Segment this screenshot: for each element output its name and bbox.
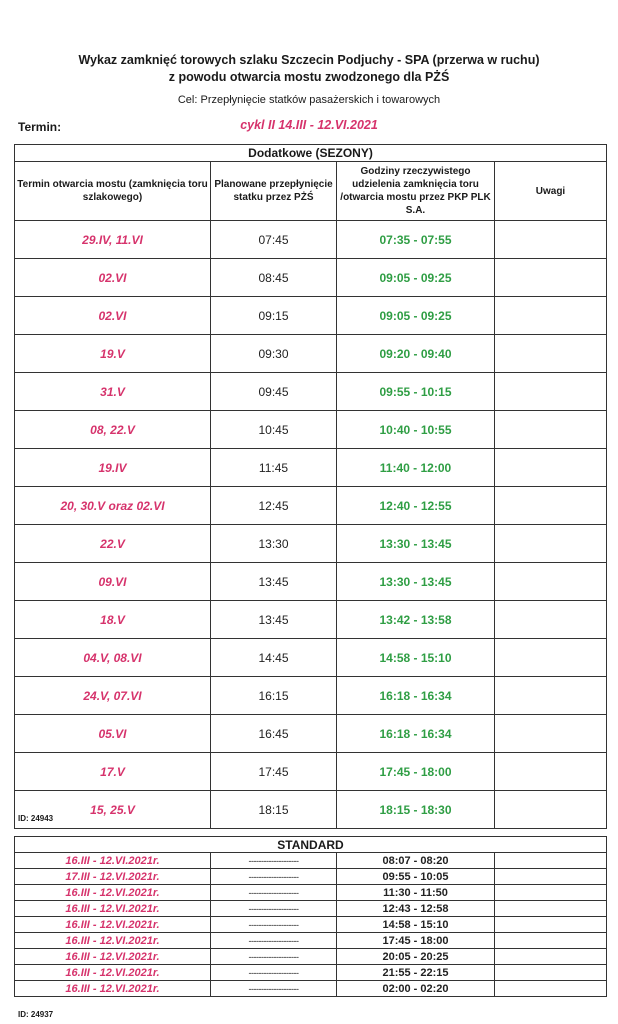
table-cell-actual: 18:15 - 18:30 <box>337 791 495 829</box>
table-row <box>15 949 607 965</box>
table-cell-actual: 20:05 - 20:25 <box>337 949 495 965</box>
table-cell-date: 20, 30.V oraz 02.VI <box>15 487 211 525</box>
table-row <box>15 373 607 411</box>
table-row <box>15 917 607 933</box>
table-cell-actual: 12:43 - 12:58 <box>337 901 495 917</box>
table-row <box>15 933 607 949</box>
table-row <box>15 487 607 525</box>
table-cell-notes <box>495 917 607 933</box>
table-cell-date: 02.VI <box>15 297 211 335</box>
table-cell-date: 22.V <box>15 525 211 563</box>
table-cell-planned: 09:15 <box>211 297 337 335</box>
table-cell-range: 16.III - 12.VI.2021r. <box>15 901 211 917</box>
table-row <box>15 753 607 791</box>
table-cell-range: 16.III - 12.VI.2021r. <box>15 949 211 965</box>
table-cell-actual: 09:20 - 09:40 <box>337 335 495 373</box>
table-cell-date: 18.V <box>15 601 211 639</box>
table-cell-actual: 13:42 - 13:58 <box>337 601 495 639</box>
table-cell-actual: 11:40 - 12:00 <box>337 449 495 487</box>
seasonal-table-body <box>15 221 607 829</box>
table-cell-planned: -------------------- <box>211 949 337 965</box>
table-cell-planned: 13:30 <box>211 525 337 563</box>
seasonal-table-caption: Dodatkowe (SEZONY) <box>15 145 607 162</box>
table-cell-notes <box>495 949 607 965</box>
table-cell-actual: 21:55 - 22:15 <box>337 965 495 981</box>
table-cell-notes <box>495 715 607 753</box>
seasonal-schedule-table <box>14 144 607 829</box>
table-cell-range: 16.III - 12.VI.2021r. <box>15 965 211 981</box>
table-cell-range: 17.III - 12.VI.2021r. <box>15 869 211 885</box>
table-cell-planned: 09:45 <box>211 373 337 411</box>
standard-table-id: ID: 24937 <box>18 1010 54 1019</box>
table-row <box>15 639 607 677</box>
table-cell-notes <box>495 677 607 715</box>
table-cell-planned: 08:45 <box>211 259 337 297</box>
table-cell-planned: 11:45 <box>211 449 337 487</box>
table-cell-actual: 09:05 - 09:25 <box>337 297 495 335</box>
table-row <box>15 411 607 449</box>
table-cell-notes <box>495 297 607 335</box>
column-header-opening-date: Termin otwarcia mostu (zamknięcia toru szlakowego) <box>15 162 211 221</box>
table-cell-actual: 17:45 - 18:00 <box>337 933 495 949</box>
table-cell-planned: 13:45 <box>211 563 337 601</box>
table-row <box>15 221 607 259</box>
table-row <box>15 525 607 563</box>
table-cell-notes <box>495 933 607 949</box>
table-cell-range: 16.III - 12.VI.2021r. <box>15 917 211 933</box>
table-cell-notes <box>495 487 607 525</box>
table-cell-date: 31.V <box>15 373 211 411</box>
table-cell-planned: 16:45 <box>211 715 337 753</box>
table-cell-planned: 12:45 <box>211 487 337 525</box>
table-row <box>15 901 607 917</box>
table-cell-actual: 11:30 - 11:50 <box>337 885 495 901</box>
table-row <box>15 869 607 885</box>
column-header-notes: Uwagi <box>495 162 607 221</box>
table-row <box>15 449 607 487</box>
table-cell-date: 24.V, 07.VI <box>15 677 211 715</box>
table-cell-notes <box>495 601 607 639</box>
table-cell-date: 19.V <box>15 335 211 373</box>
table-cell-planned: -------------------- <box>211 853 337 869</box>
table-cell-date: 17.V <box>15 753 211 791</box>
table-cell-actual: 17:45 - 18:00 <box>337 753 495 791</box>
table-cell-notes <box>495 965 607 981</box>
table-cell-notes <box>495 411 607 449</box>
table-cell-notes <box>495 525 607 563</box>
table-cell-planned: -------------------- <box>211 933 337 949</box>
table-cell-actual: 10:40 - 10:55 <box>337 411 495 449</box>
table-cell-planned: 09:30 <box>211 335 337 373</box>
term-value: cykl II 14.III - 12.VI.2021 <box>240 118 378 132</box>
table-cell-planned: 16:15 <box>211 677 337 715</box>
table-cell-actual: 08:07 - 08:20 <box>337 853 495 869</box>
seasonal-table-id: ID: 24943 <box>18 814 54 823</box>
table-cell-range: 16.III - 12.VI.2021r. <box>15 885 211 901</box>
table-row <box>15 297 607 335</box>
standard-table-caption: STANDARD <box>15 837 607 853</box>
table-cell-date: 09.VI <box>15 563 211 601</box>
table-cell-actual: 09:55 - 10:15 <box>337 373 495 411</box>
table-row <box>15 981 607 997</box>
table-cell-actual: 13:30 - 13:45 <box>337 525 495 563</box>
table-cell-date: 19.IV <box>15 449 211 487</box>
table-cell-range: 16.III - 12.VI.2021r. <box>15 853 211 869</box>
table-cell-planned: 07:45 <box>211 221 337 259</box>
table-cell-planned: -------------------- <box>211 965 337 981</box>
table-cell-actual: 07:35 - 07:55 <box>337 221 495 259</box>
table-row <box>15 885 607 901</box>
table-row <box>15 677 607 715</box>
table-row <box>15 335 607 373</box>
table-cell-notes <box>495 885 607 901</box>
table-row <box>15 853 607 869</box>
table-cell-notes <box>495 901 607 917</box>
standard-table-body <box>15 853 607 997</box>
table-cell-planned: -------------------- <box>211 917 337 933</box>
document-title-line1: Wykaz zamknięć torowych szlaku Szczecin Podjuchy - SPA (przerwa w ruchu) <box>78 53 540 67</box>
table-cell-date: 15, 25.V <box>15 791 211 829</box>
table-cell-notes <box>495 791 607 829</box>
table-cell-notes <box>495 753 607 791</box>
table-row <box>15 965 607 981</box>
table-cell-planned: -------------------- <box>211 869 337 885</box>
table-cell-planned: 17:45 <box>211 753 337 791</box>
table-cell-date: 05.VI <box>15 715 211 753</box>
table-row <box>15 259 607 297</box>
table-cell-notes <box>495 563 607 601</box>
table-cell-planned: -------------------- <box>211 885 337 901</box>
table-cell-notes <box>495 981 607 997</box>
table-cell-notes <box>495 259 607 297</box>
table-cell-date: 02.VI <box>15 259 211 297</box>
table-cell-notes <box>495 639 607 677</box>
table-cell-actual: 16:18 - 16:34 <box>337 677 495 715</box>
standard-schedule-table <box>14 836 607 997</box>
table-row <box>15 563 607 601</box>
table-row <box>15 601 607 639</box>
table-cell-actual: 14:58 - 15:10 <box>337 639 495 677</box>
table-row <box>15 791 607 829</box>
table-cell-actual: 13:30 - 13:45 <box>337 563 495 601</box>
table-cell-notes <box>495 373 607 411</box>
column-header-planned-passage: Planowane przepłynięcie statku przez PŻŚ <box>211 162 337 221</box>
table-cell-notes <box>495 853 607 869</box>
table-cell-planned: -------------------- <box>211 901 337 917</box>
table-cell-actual: 16:18 - 16:34 <box>337 715 495 753</box>
table-cell-planned: 18:15 <box>211 791 337 829</box>
table-cell-actual: 09:55 - 10:05 <box>337 869 495 885</box>
table-cell-actual: 14:58 - 15:10 <box>337 917 495 933</box>
document-subtitle: Cel: Przepłynięcie statków pasażerskich i towarowych <box>177 94 441 106</box>
table-cell-planned: -------------------- <box>211 981 337 997</box>
table-row <box>15 715 607 753</box>
table-cell-notes <box>495 449 607 487</box>
table-cell-notes <box>495 221 607 259</box>
table-cell-notes <box>495 335 607 373</box>
document-title-line2: z powodu otwarcia mostu zwodzonego dla PŻŚ <box>168 70 450 84</box>
table-cell-date: 04.V, 08.VI <box>15 639 211 677</box>
table-cell-planned: 13:45 <box>211 601 337 639</box>
column-header-actual-hours: Godziny rzeczywistego udzielenia zamknięcia toru /otwarcia mostu przez PKP PLK S.A. <box>337 162 495 221</box>
table-cell-planned: 10:45 <box>211 411 337 449</box>
table-cell-range: 16.III - 12.VI.2021r. <box>15 933 211 949</box>
table-cell-actual: 12:40 - 12:55 <box>337 487 495 525</box>
table-cell-notes <box>495 869 607 885</box>
table-cell-range: 16.III - 12.VI.2021r. <box>15 981 211 997</box>
term-label: Termin: <box>18 120 62 134</box>
table-cell-date: 29.IV, 11.VI <box>15 221 211 259</box>
table-cell-date: 08, 22.V <box>15 411 211 449</box>
table-cell-planned: 14:45 <box>211 639 337 677</box>
table-cell-actual: 02:00 - 02:20 <box>337 981 495 997</box>
table-cell-actual: 09:05 - 09:25 <box>337 259 495 297</box>
